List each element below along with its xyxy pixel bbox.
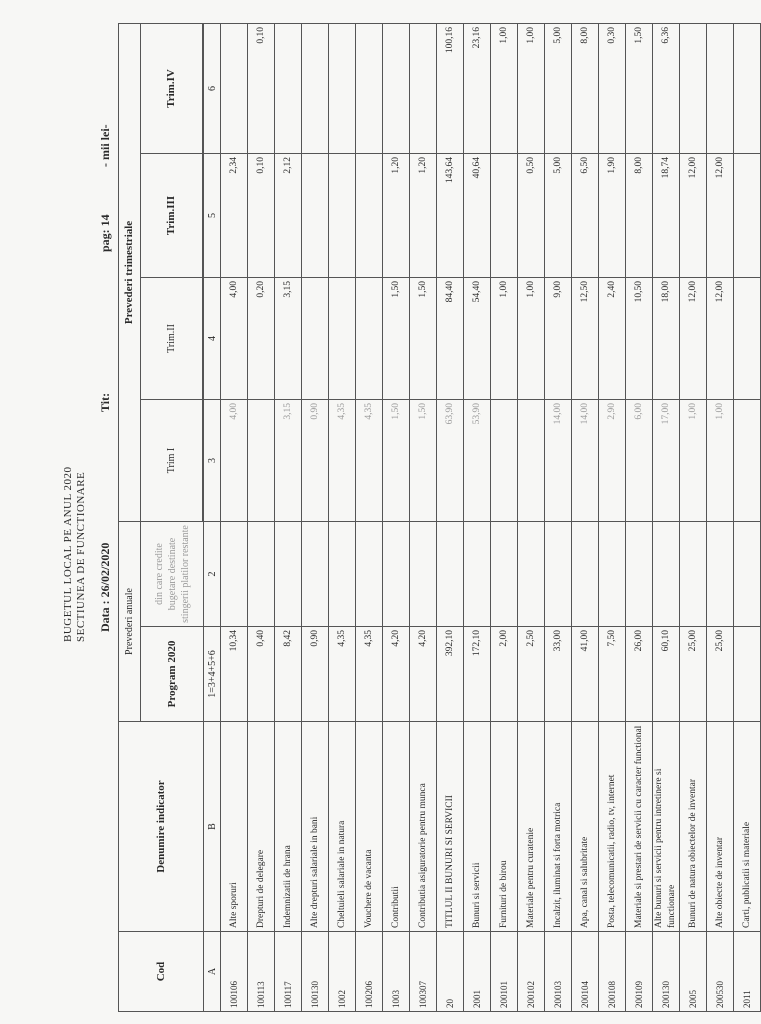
cell-cod: 1003 (383, 932, 410, 1012)
cell-name: Incalzit, iluminat si forta motrica (545, 722, 572, 932)
cell-credite (680, 521, 707, 626)
cell-t2 (302, 277, 329, 399)
cell-t4: 1,50 (626, 23, 653, 153)
table-row (626, 23, 653, 1011)
cell-t2: 1,00 (491, 277, 518, 399)
cell-t1 (734, 399, 761, 521)
cell-t1 (518, 399, 545, 521)
cell-t2: 18,00 (653, 277, 680, 399)
cell-name: Alte drepturi salariale in bani (302, 722, 329, 932)
tit-field: Tit: (98, 392, 112, 412)
cell-t4: 0,10 (248, 23, 275, 153)
cell-t4 (680, 23, 707, 153)
cell-program: 26,00 (626, 627, 653, 722)
cell-credite (383, 521, 410, 626)
cell-t4: 23,16 (464, 23, 491, 153)
header-denumire: Denumire indicator (119, 722, 204, 932)
cell-program: 7,50 (599, 627, 626, 722)
header-trim1: Trim I (141, 399, 203, 521)
cell-t3: 8,00 (626, 153, 653, 277)
cell-program: 4,35 (356, 627, 383, 722)
cell-t1 (491, 399, 518, 521)
cell-t3: 12,00 (707, 153, 734, 277)
cell-t1: 1,50 (410, 399, 437, 521)
cell-t1: 4,35 (329, 399, 356, 521)
cell-t2: 12,50 (572, 277, 599, 399)
cell-t1 (248, 399, 275, 521)
cell-cod: 2005 (680, 932, 707, 1012)
cell-t2: 84,40 (437, 277, 464, 399)
header-program: Program 2020 (141, 627, 204, 722)
cell-t3 (302, 153, 329, 277)
cell-name: TITLUL II BUNURI SI SERVICII (437, 722, 464, 932)
cell-credite (275, 521, 302, 626)
cell-t1: 1,00 (707, 399, 734, 521)
cell-name: Materiale pentru curatenie (518, 722, 545, 932)
cell-cod: 100106 (221, 932, 248, 1012)
cell-cod: 100206 (356, 932, 383, 1012)
cell-t3: 18,74 (653, 153, 680, 277)
cell-cod: 100117 (275, 932, 302, 1012)
cell-program: 2,50 (518, 627, 545, 722)
cell-name: Vouchere de vacanta (356, 722, 383, 932)
cell-program: 0,90 (302, 627, 329, 722)
cell-cod: 200108 (599, 932, 626, 1012)
cell-t4: 8,00 (572, 23, 599, 153)
cell-name: Contributii (383, 722, 410, 932)
cell-t3 (491, 153, 518, 277)
cell-t4: 100,16 (437, 23, 464, 153)
cell-program: 0,40 (248, 627, 275, 722)
unit-label: - mii lei- (98, 124, 112, 167)
cell-t3: 1,90 (599, 153, 626, 277)
cell-cod: 100307 (410, 932, 437, 1012)
cell-t3: 2,34 (221, 153, 248, 277)
header-prevederi-trimestriale: Prevederi trimestriale (119, 23, 141, 521)
cell-credite (626, 521, 653, 626)
cell-name: Drepturi de delegare (248, 722, 275, 932)
cell-t4 (329, 23, 356, 153)
cell-t3: 2,12 (275, 153, 302, 277)
cell-t2: 0,20 (248, 277, 275, 399)
cell-program: 33,00 (545, 627, 572, 722)
cell-program: 4,20 (383, 627, 410, 722)
header-trim3: Trim.III (141, 153, 203, 277)
cell-cod: 200130 (653, 932, 680, 1012)
cell-t3: 143,64 (437, 153, 464, 277)
cell-t1: 0,90 (302, 399, 329, 521)
table-row (599, 23, 626, 1011)
cell-t2: 12,00 (707, 277, 734, 399)
cell-credite (572, 521, 599, 626)
cell-t1: 14,00 (572, 399, 599, 521)
table-row (707, 23, 734, 1011)
header-cod: Cod (119, 932, 204, 1012)
cell-credite (653, 521, 680, 626)
table-row (653, 23, 680, 1011)
cell-t1: 1,00 (680, 399, 707, 521)
cell-program: 25,00 (707, 627, 734, 722)
header-trim2: Trim.II (141, 277, 203, 399)
cell-t2: 3,15 (275, 277, 302, 399)
document-subtitle: SECTIUNEA DE FUNCTIONARE (75, 471, 87, 642)
cell-t2: 4,00 (221, 277, 248, 399)
cell-t1: 4,35 (356, 399, 383, 521)
cell-name: Alte sporuri (221, 722, 248, 932)
cell-t1: 4,00 (221, 399, 248, 521)
cell-t2 (329, 277, 356, 399)
cell-program: 2,00 (491, 627, 518, 722)
cell-t3: 5,00 (545, 153, 572, 277)
table-row (545, 23, 572, 1011)
cell-credite (410, 521, 437, 626)
cell-t2 (356, 277, 383, 399)
cell-t2: 2,40 (599, 277, 626, 399)
cell-t4 (734, 23, 761, 153)
document-title: BUGETUL LOCAL PE ANUL 2020 (62, 466, 74, 642)
cell-t3: 1,20 (410, 153, 437, 277)
table-row (518, 23, 545, 1011)
cell-t1: 1,50 (383, 399, 410, 521)
cell-t2: 1,50 (410, 277, 437, 399)
cell-name: Cheltuieli salariale in natura (329, 722, 356, 932)
cell-t3: 0,50 (518, 153, 545, 277)
cell-program (734, 627, 761, 722)
cell-t2: 1,00 (518, 277, 545, 399)
cell-t3: 1,20 (383, 153, 410, 277)
cell-t2: 9,00 (545, 277, 572, 399)
cell-cod: 200101 (491, 932, 518, 1012)
cell-program: 392,10 (437, 627, 464, 722)
cell-t1: 53,90 (464, 399, 491, 521)
table-row (437, 23, 464, 1011)
cell-name: Alte bunuri si servicii pentru intretinere si functionare (653, 722, 680, 932)
cell-program: 4,35 (329, 627, 356, 722)
cell-t4 (707, 23, 734, 153)
cell-credite (464, 521, 491, 626)
header-prevederi-anuale: Prevederi anuale (119, 521, 141, 721)
budget-table (118, 23, 761, 1012)
table-row (680, 23, 707, 1011)
cell-t2: 1,50 (383, 277, 410, 399)
cell-name: Contributia asiguratorie pentru munca (410, 722, 437, 932)
cell-credite (356, 521, 383, 626)
cell-t1: 14,00 (545, 399, 572, 521)
cell-name: Indemnizatii de hrana (275, 722, 302, 932)
table-row (464, 23, 491, 1011)
cell-program: 4,20 (410, 627, 437, 722)
cell-credite (491, 521, 518, 626)
cell-t3: 12,00 (680, 153, 707, 277)
cell-cod: 2001 (464, 932, 491, 1012)
table-row (221, 23, 248, 1011)
cell-t4 (302, 23, 329, 153)
cell-t2: 54,40 (464, 277, 491, 399)
table-row (491, 23, 518, 1011)
table-row (275, 23, 302, 1011)
table-row (329, 23, 356, 1011)
cell-credite (221, 521, 248, 626)
table-row (248, 23, 275, 1011)
cell-t3: 40,64 (464, 153, 491, 277)
cell-t2: 12,00 (680, 277, 707, 399)
cell-t3 (356, 153, 383, 277)
cell-credite (545, 521, 572, 626)
table-row (302, 23, 329, 1011)
cell-t4 (410, 23, 437, 153)
cell-cod: 200102 (518, 932, 545, 1012)
column-index-row: A B 1=3+4+5+6 2 3 4 5 6 (204, 23, 221, 1011)
cell-t1: 17,00 (653, 399, 680, 521)
cell-credite (329, 521, 356, 626)
cell-credite (302, 521, 329, 626)
cell-program: 41,00 (572, 627, 599, 722)
cell-credite (734, 521, 761, 626)
cell-t1: 6,00 (626, 399, 653, 521)
cell-t4 (221, 23, 248, 153)
cell-name: Alte obiecte de inventar (707, 722, 734, 932)
cell-program: 25,00 (680, 627, 707, 722)
cell-t4 (275, 23, 302, 153)
cell-t2 (734, 277, 761, 399)
page-field: pag: 14 (98, 214, 112, 252)
cell-cod: 2011 (734, 932, 761, 1012)
cell-t4: 1,00 (518, 23, 545, 153)
cell-t3 (329, 153, 356, 277)
cell-t1: 63,90 (437, 399, 464, 521)
rotated-budget-table (52, 22, 752, 1012)
cell-t3: 0,10 (248, 153, 275, 277)
date-field: Data : 26/02/2020 (98, 542, 112, 632)
cell-t4: 1,00 (491, 23, 518, 153)
cell-cod: 200104 (572, 932, 599, 1012)
table-row (356, 23, 383, 1011)
table-row (734, 23, 761, 1011)
cell-cod: 200109 (626, 932, 653, 1012)
cell-name: Bunuri si servicii (464, 722, 491, 932)
cell-cod: 20 (437, 932, 464, 1012)
cell-name: Furnituri de birou (491, 722, 518, 932)
cell-cod: 100113 (248, 932, 275, 1012)
cell-t1: 3,15 (275, 399, 302, 521)
cell-credite (518, 521, 545, 626)
cell-program: 10,34 (221, 627, 248, 722)
cell-program: 8,42 (275, 627, 302, 722)
cell-credite (599, 521, 626, 626)
table-row (410, 23, 437, 1011)
cell-program: 60,10 (653, 627, 680, 722)
cell-t4 (383, 23, 410, 153)
header-credite: din care credite bugetare destinate stingerii platilor restante (141, 521, 204, 626)
table-row (572, 23, 599, 1011)
cell-t4: 0,30 (599, 23, 626, 153)
cell-credite (248, 521, 275, 626)
cell-t4: 6,36 (653, 23, 680, 153)
cell-t2: 10,50 (626, 277, 653, 399)
cell-name: Carti, publicatii si materiale (734, 722, 761, 932)
cell-name: Posta, telecomunicatii, radio, tv, internet (599, 722, 626, 932)
header-trim4: Trim.IV (141, 23, 203, 153)
cell-t4 (356, 23, 383, 153)
cell-cod: 100130 (302, 932, 329, 1012)
cell-name: Materiale si prestari de servicii cu caracter functional (626, 722, 653, 932)
cell-t3: 6,50 (572, 153, 599, 277)
cell-t1: 2,90 (599, 399, 626, 521)
cell-t4: 5,00 (545, 23, 572, 153)
cell-credite (707, 521, 734, 626)
cell-cod: 200530 (707, 932, 734, 1012)
table-row (383, 23, 410, 1011)
cell-name: Bunuri de natura obiectelor de inventar (680, 722, 707, 932)
cell-name: Apa, canal si salubritate (572, 722, 599, 932)
cell-cod: 1002 (329, 932, 356, 1012)
cell-program: 172,10 (464, 627, 491, 722)
cell-cod: 200103 (545, 932, 572, 1012)
cell-credite (437, 521, 464, 626)
cell-t3 (734, 153, 761, 277)
